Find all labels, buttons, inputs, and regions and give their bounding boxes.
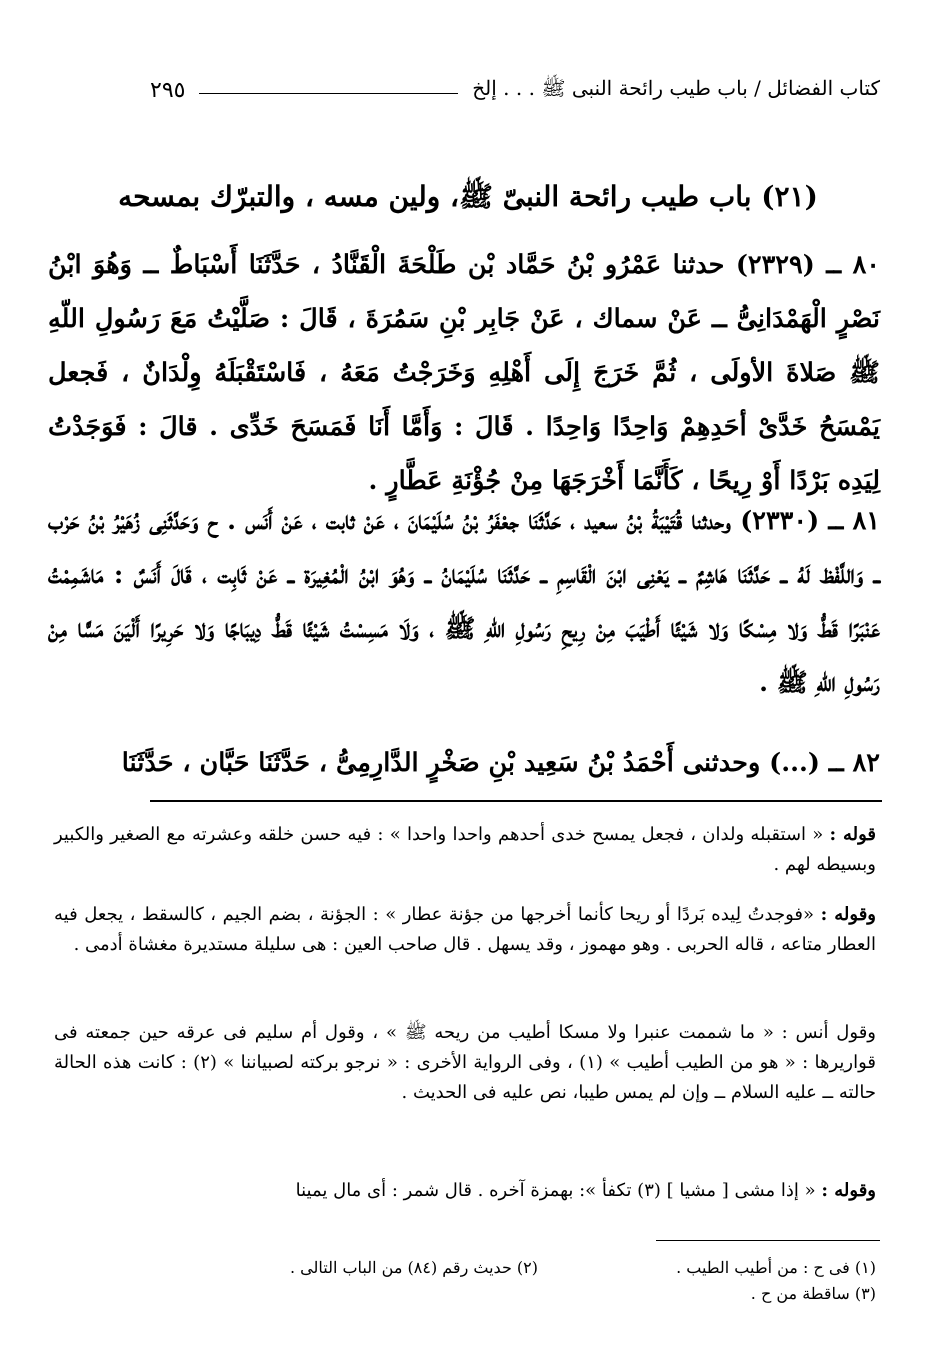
commentary-paragraph bbox=[54, 820, 876, 880]
commentary-lead: وقوله : bbox=[820, 904, 876, 925]
commentary-lead: وقوله : bbox=[821, 1180, 876, 1201]
commentary-separator bbox=[150, 800, 882, 802]
hadith-text: ٨٠ ــ (٢٣٢٩) حدثنا عَمْرُو بْنُ حَمَّاد بْن طَلْحَةَ الْقَنَّادُ ، حَدَّثَنَا أَسْبَاطٌ ــ وَهُوَ ابْنُ نَصْرٍ الْهَمْدَانِىُّ ــ عَنْ سماك ، عَنْ جَابِر بْنِ سَمُرَةَ ، قَالَ : صَلَّيْتُ مَعَ رَسُولِ اللّهِ ﷺ صَلاةَ الأولَى ، ثُمَّ خَرَجَ إِلَى أَهْلِهِ وَخَرَجْتُ مَعَهُ ، فَاسْتَقْبَلَهُ وِلْدَانٌ ، فَجعل يَمْسَحُ خَدَّىْ أحَدِهِمْ وَاحِدًا وَاحِدًا . قَالَ : وَأَمَّا أَنَا فَمَسَحَ خَدِّى . قالَ : فَوَجَدْتُ لِيَدِه بَرْدًا أَوْ رِيحًا ، كَأَنَّمَا أَخْرَجَهَا مِنْ جُؤْنَةِ عَطَّارٍ . bbox=[48, 250, 880, 496]
commentary-text: « إذا مشى [ مشيا ] (٣) تكفأ »: بهمزة آخره . قال شمر : أى مال يمينا bbox=[295, 1180, 822, 1201]
hadith-81 bbox=[48, 494, 880, 710]
running-title: كتاب الفضائل / باب طيب رائحة النبى ﷺ . . . إلخ bbox=[472, 75, 880, 100]
commentary-paragraph bbox=[54, 900, 876, 960]
chapter-title: (٢١) باب طيب رائحة النبىّ ﷺ، ولين مسه ، والتبرّك بمسحه bbox=[118, 180, 818, 213]
hadith-82 bbox=[48, 736, 880, 790]
hadith-text: ٨٢ ــ (...) وحدثنى أَحْمَدُ بْنُ سَعِيد بْنِ صَخْرٍ الدَّارِمِىُّ ، حَدَّثَنَا حَبَّان ، حَدَّثَنَا bbox=[121, 748, 880, 778]
commentary-paragraph bbox=[54, 1176, 876, 1206]
commentary-lead: قوله : bbox=[829, 824, 876, 845]
page-number: ٢٩٥ bbox=[150, 77, 186, 103]
commentary-text: «فوجدتُ لِيده بَردًا أو ريحا كأنما أخرجها من جؤنة عطار » : الجؤنة ، بضم الجيم ، كالسقط ، يجعل فيه العطار متاعه ، قاله الحربى . وهو مهموز ، وقد يسهل . قال صاحب العين : هى سليلة مستديرة مغشاة أدمى . bbox=[54, 904, 876, 955]
commentary-text: وقول أنس : « ما شممت عنبرا ولا مسكا أطيب من ريحه ﷺ » ، وقول أم سليم فى عرقه حين جمعته فى قواريرها : « هو من الطيب أطيب » (١) ، وفى الرواية الأخرى : « نرجو بركته لصبياننا » (٢) : كانت هذه الحالة حالته ــ عليه السلام ــ وإن لم يمس طيبا، نص عليه فى الحديث . bbox=[54, 1022, 877, 1103]
footnote: (١) فى ح : من أطيب الطيب . bbox=[676, 1258, 876, 1277]
header-rule bbox=[199, 93, 458, 94]
commentary-text: « استقبله ولدان ، فجعل يمسح خدى أحدهم واحدا واحدا » : فيه حسن خلقه وعشرته مع الصغير والكبير وبسيطه لهم . bbox=[54, 824, 876, 875]
footnote: (٢) حديث رقم (٨٤) من الباب التالى . bbox=[290, 1258, 538, 1277]
running-header bbox=[150, 72, 880, 108]
hadith-text: ٨١ ــ (٢٣٣٠) وحدثنا قُتَيْبَةُ بْنُ سعيد ، حَدَّثَنَا جعْفَرُ بْنُ سُلَيْمَانَ ، عَنْ ثابت ، عَنْ أَنَس . ح وَحَدَّثَنِى زُهَيْرُ بْنُ حَرْب ــ وَاللَّفْظ لَهُ ــ حَدَّثَنَا هَاشِمٌ ــ يَعْنِى ابْنَ الْقَاسِمِ ــ حَدَّثَنَا سُلَيْمَانُ ــ وَهُوَ ابْنُ الْمُغِيرَة ــ عَنْ ثَابِت ، قَالَ أَنَسٌ : مَاشَمِمْتُ عَنْبَرًا قَطُّ وَلا مِسْكًا وَلا شَيْئًا أَطْيَبَ مِنْ رِيحِ رَسُولِ اللّهِ ﷺ ، وَلَا مَسِسْتُ شَيْئًا قَطُّ دِيبَاجًا وَلا حَرِيرًا أَلْيَنَ مَسًّا مِنْ رَسُولِ اللّهِ ﷺ . bbox=[48, 506, 880, 698]
footnote-separator bbox=[656, 1240, 880, 1241]
commentary-paragraph bbox=[54, 1018, 876, 1108]
hadith-80 bbox=[48, 238, 880, 508]
footnote: (٣) ساقطة من ح . bbox=[750, 1284, 876, 1303]
